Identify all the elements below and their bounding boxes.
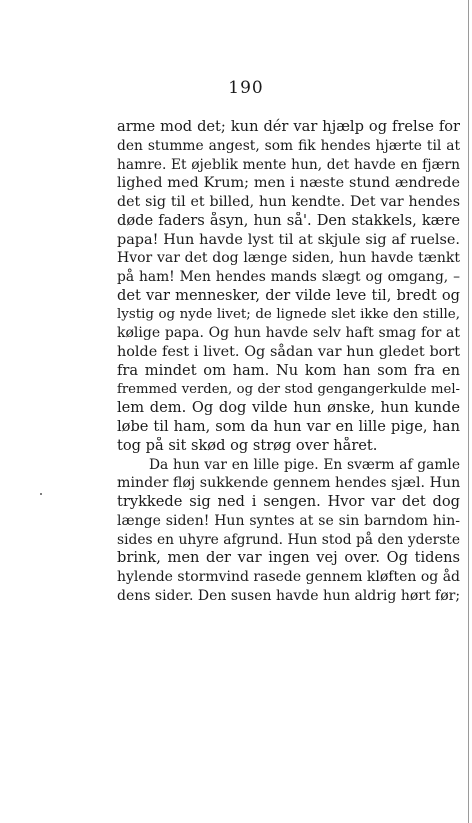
text-line: Da hun var en lille pige. En sværm af gamle xyxy=(149,456,460,473)
text-line: det var mennesker, der vilde leve til, bredt og xyxy=(117,286,460,304)
text-line: sides en uhyre afgrund. Hun stod på den yderste xyxy=(117,531,460,548)
text-line: minder fløj sukkende gennem hendes sjæl. Hun xyxy=(117,475,460,492)
text-line: længe siden! Hun syntes at se sin barndom hin- xyxy=(117,512,460,529)
text-line: løbe til ham, som da hun var en lille pige, han xyxy=(117,418,460,435)
text-line: hamre. Et øjeblik mente hun, det havde en fjærn xyxy=(117,156,460,173)
text-line: hylende stormvind rasede gennem kløften og åd xyxy=(117,569,460,585)
text-line: fra mindet om ham. Nu kom han som fra en xyxy=(117,361,460,379)
text-line: fremmed verden, og der stod gengangerkulde mel- xyxy=(117,381,460,397)
text-line: det sig til et billed, hun kendte. Det var hendes xyxy=(117,194,460,210)
text-line: døde faders åsyn, hun så'. Den stakkels, kære xyxy=(117,211,460,229)
text-line: tog på sit skød og strøg over håret. xyxy=(117,436,378,454)
text-line: dens sider. Den susen havde hun aldrig hørt før; xyxy=(117,587,460,604)
text-line: lystig og nyde livet; de lignede slet ikke den stille, xyxy=(117,306,460,322)
body-text xyxy=(117,118,460,606)
text-line: på ham! Men hendes mands slægt og omgang, – xyxy=(117,269,460,285)
text-line: papa! Hun havde lyst til at skjule sig af ruelse. xyxy=(117,231,460,248)
page-number: 190 xyxy=(228,78,264,98)
text-line: holde fest i livet. Og sådan var hun gledet bort xyxy=(117,344,460,360)
text-line: kølige papa. Og hun havde selv haft smag for at xyxy=(117,325,460,342)
text-line: brink, men der var ingen vej over. Og tidens xyxy=(117,549,460,567)
paper-speck xyxy=(40,493,42,495)
text-line: arme mod det; kun dér var hjælp og frelse for xyxy=(117,118,460,135)
text-line: den stumme angest, som fik hendes hjærte til at xyxy=(117,137,460,154)
text-line: Hvor var det dog længe siden, hun havde tænkt xyxy=(117,250,460,267)
text-line: lem dem. Og dog vilde hun ønske, hun kunde xyxy=(117,399,460,417)
text-line: lighed med Krum; men i næste stund ændrede xyxy=(117,175,460,192)
text-line: trykkede sig ned i sengen. Hvor var det dog xyxy=(117,493,460,510)
page-edge-line xyxy=(468,0,469,823)
